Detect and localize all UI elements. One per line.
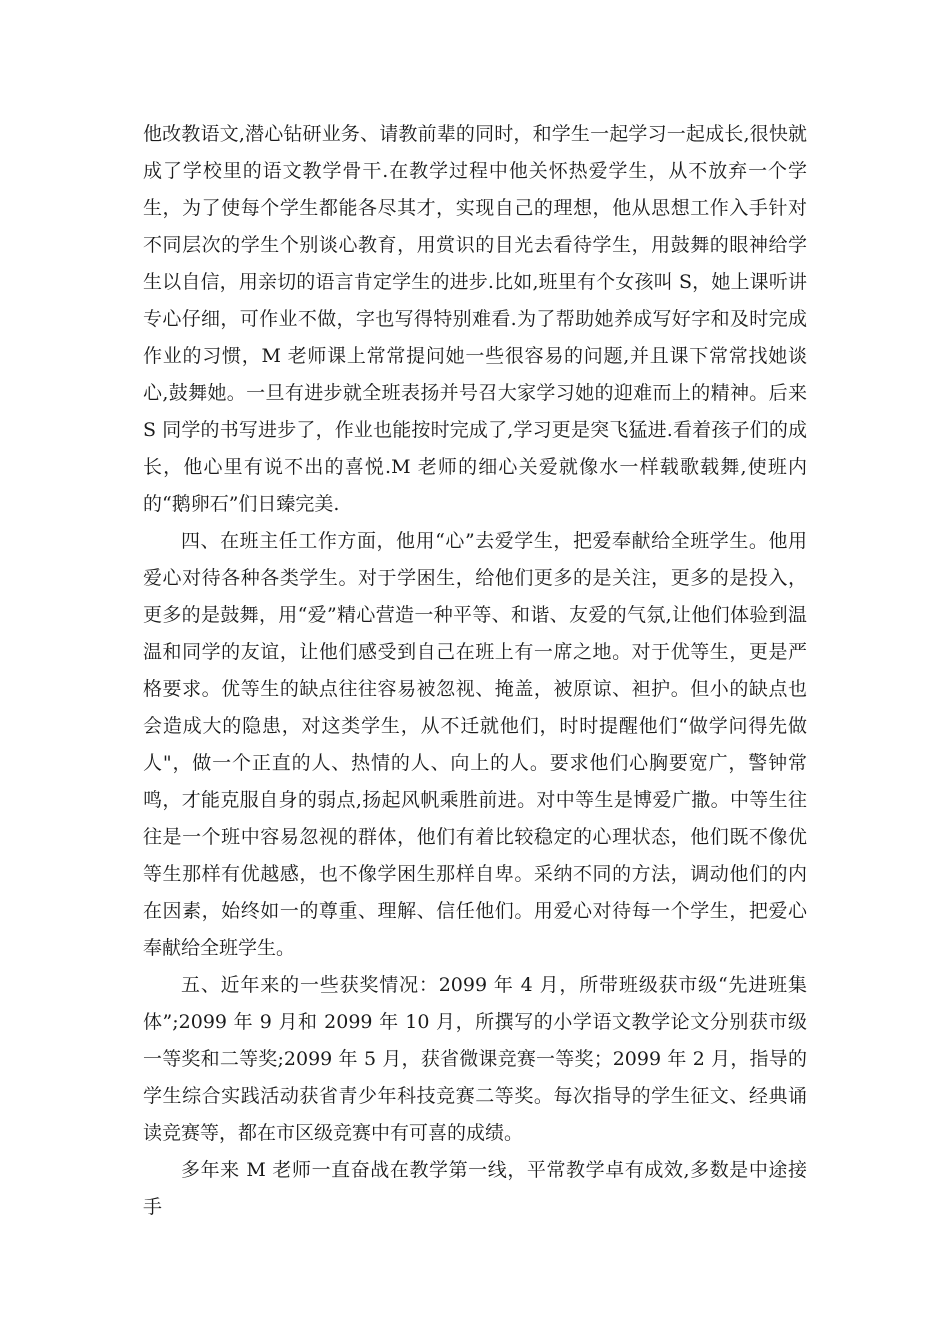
paragraph-awards: 五、近年来的一些获奖情况：2099 年 4 月，所带班级获市级“先进班集体”;2099 年 9 月和 2099 年 10 月，所撰写的小学语文教学论文分别获市级一等奖和二等奖;2099 年 5 月，获省微课竞赛一等奖；2099 年 2 月，指导的学生综合实践活动获省青少年科技竞赛二等奖。每次指导的学生征文、经典诵读竞赛等，都在市区级竞赛中有可喜的成绩。	[143, 974, 807, 1144]
paragraph-closing: 多年来 M 老师一直奋战在教学第一线，平常教学卓有成效,多数是中途接手	[143, 1159, 807, 1218]
body-text	[143, 116, 807, 1226]
paragraph-teaching-care: 他改教语文,潜心钻研业务、请教前辈的同时，和学生一起学习一起成长,很快就成了学校里的语文教学骨干.在教学过程中他关怀热爱学生，从不放弃一个学生，为了使每个学生都能各尽其才，实现自己的理想，他从思想工作入手针对不同层次的学生个别谈心教育，用赏识的目光去看待学生，用鼓舞的眼神给学生以自信，用亲切的语言肯定学生的进步.比如,班里有个女孩叫 S，她上课听讲专心仔细，可作业不做，字也写得特别难看.为了帮助她养成写好字和及时完成作业的习惯，M 老师课上常常提问她一些很容易的问题,并且课下常常找她谈心,鼓舞她。一旦有进步就全班表扬并号召大家学习她的迎难而上的精神。后来 S 同学的书写进步了，作业也能按时完成了,学习更是突飞猛进.看着孩子们的成长，他心里有说不出的喜悦.M 老师的细心关爱就像水一样载歌载舞,使班内的“鹅卵石”们日臻完美.	[143, 123, 807, 515]
paragraph-class-teacher-work: 四、在班主任工作方面，他用“心”去爱学生，把爱奉献给全班学生。他用爱心对待各种各类学生。对于学困生，给他们更多的是关注，更多的是投入，更多的是鼓舞，用“爱”精心营造一种平等、和谐、友爱的气氛,让他们体验到温温和同学的友谊，让他们感受到自己在班上有一席之地。对于优等生，更是严格要求。优等生的缺点往往容易被忽视、掩盖，被原谅、袒护。但小的缺点也会造成大的隐患，对这类学生，从不迁就他们，时时提醒他们“做学问得先做人"，做一个正直的人、热情的人、向上的人。要求他们心胸要宽广，警钟常鸣，才能克服自身的弱点,扬起风帆乘胜前进。对中等生是博爱广撒。中等生往往是一个班中容易忽视的群体，他们有着比较稳定的心理状态，他们既不像优等生那样有优越感，也不像学困生那样自卑。采纳不同的方法，调动他们的内在因素，始终如一的尊重、理解、信任他们。用爱心对待每一个学生，把爱心奉献给全班学生。	[143, 530, 807, 959]
